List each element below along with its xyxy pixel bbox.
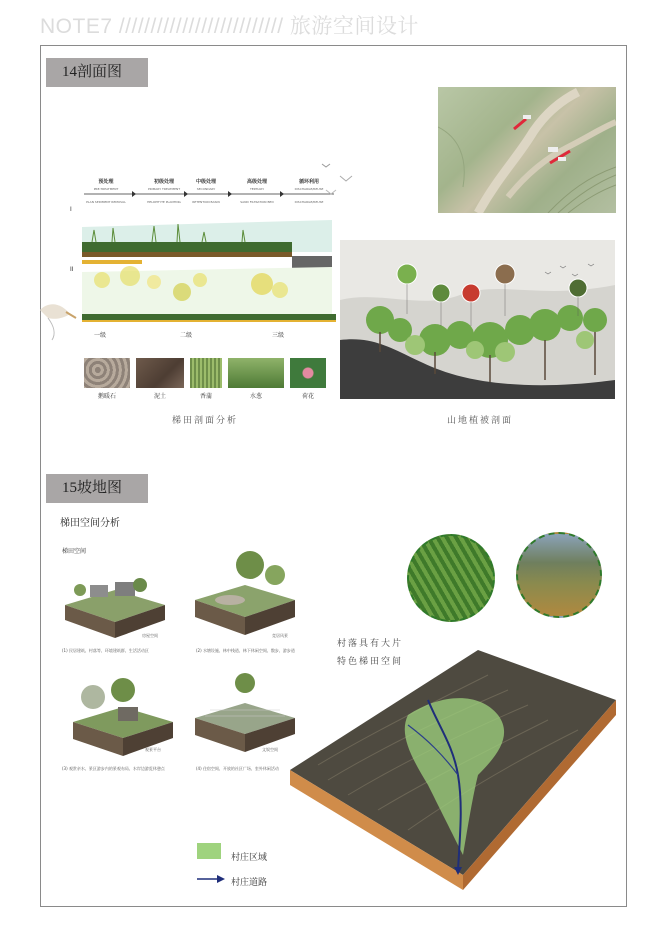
stage-2-title: 初级处理 xyxy=(153,179,174,185)
block-3-desc: (3) 观赏亲水、景区游步内的景观布局、水岸边游览休憩点 xyxy=(62,766,165,771)
legend-arrow-road xyxy=(196,873,226,885)
terrace-section-diagram xyxy=(82,172,336,339)
material-label-4: 水葱 xyxy=(249,393,262,400)
header-title: NOTE7 ////////////////////////// 旅游空间设计 xyxy=(40,15,419,38)
terrace-section-drawing xyxy=(82,172,336,322)
stage-3-title: 中级处理 xyxy=(195,179,216,185)
level-1-label: 一级 xyxy=(94,332,107,339)
block-2-name: 竞居风景 xyxy=(272,633,288,638)
block-1-desc: (1) 民居建筑、村落等、环境建筑群、生活活动区 xyxy=(62,648,149,653)
stage-5-en: DISCHARGE/REUSE xyxy=(294,187,324,191)
block-3-name: 观景平台 xyxy=(145,747,161,752)
legend-swatch-village xyxy=(197,843,221,859)
block-4-illustration xyxy=(190,668,300,763)
block-4-name: 文娱空间 xyxy=(262,747,278,752)
mountain-vegetation-drawing xyxy=(340,240,615,399)
pelican-illustration xyxy=(36,296,78,342)
birds-illustration xyxy=(318,156,360,206)
terrain-note-line-1: 村落具有大片 xyxy=(337,639,404,649)
block-4-desc: (4) 住宿空间、开放的社区广场、室外休闲活动 xyxy=(196,766,279,771)
terrain-note-line-2: 特色梯田空间 xyxy=(337,657,404,667)
material-photo-cattail xyxy=(190,358,222,388)
level-3-label: 三级 xyxy=(272,332,285,339)
material-photo-soil xyxy=(136,358,184,388)
legend-label-village: 村庄区域 xyxy=(231,853,268,863)
mountain-vegetation-section xyxy=(340,240,615,399)
stage-5-title: 循环利用 xyxy=(298,179,319,185)
row-label-2: II xyxy=(70,266,74,273)
material-photo-pebbles xyxy=(84,358,130,388)
block-1-name: 房屋空间 xyxy=(142,633,158,638)
material-photo-bulrush xyxy=(228,358,284,388)
stage-3-en: SECONDARY xyxy=(196,187,216,191)
terrace-section-caption: 梯田剖面分析 xyxy=(172,416,239,426)
terrace-photo-2 xyxy=(516,532,602,618)
stage-4-sub: SAND FILTRATION BED xyxy=(240,200,274,204)
stage-5-sub: DISCHARGE/REUSE xyxy=(294,200,324,204)
section-14-label: 14剖面图 xyxy=(46,58,148,87)
block-3-illustration xyxy=(68,672,178,767)
stage-1-title: 预处理 xyxy=(98,179,114,185)
legend-label-road: 村庄道路 xyxy=(231,878,268,888)
mountain-section-caption: 山地植被剖面 xyxy=(447,416,514,426)
material-label-2: 泥土 xyxy=(153,393,166,400)
terrace-photo-1 xyxy=(407,534,495,622)
aerial-map xyxy=(438,87,616,213)
block-2-desc: (2) 水塘设施、林中栈道、林下休闲空间、散步、游步道 xyxy=(196,648,295,653)
terrace-space-subtitle: 梯田空间 xyxy=(62,548,87,555)
terrain-model xyxy=(288,645,618,890)
aerial-map-drawing xyxy=(438,87,616,213)
material-label-5: 荷花 xyxy=(301,393,314,400)
material-label-1: 鹅暖石 xyxy=(97,393,116,400)
stage-1-sub: PLAN SEDIMENT REMOVAL xyxy=(86,200,126,204)
row-label-1: I xyxy=(70,206,72,213)
terrace-space-title: 梯田空间分析 xyxy=(60,518,120,529)
stage-1-en: PRE-TREATMENT xyxy=(93,187,119,191)
stage-4-en: TERTIARY xyxy=(249,187,265,191)
stage-4-title: 高级处理 xyxy=(246,179,267,185)
stage-2-en: PRIMARY TREATMENT xyxy=(147,187,181,191)
stage-3-sub: RETENTION BASIN xyxy=(192,200,220,204)
material-label-3: 香蒲 xyxy=(199,393,212,400)
section-15-label: 15坡地图 xyxy=(46,474,148,503)
material-photo-lotus xyxy=(290,358,326,388)
block-2-illustration xyxy=(190,545,300,645)
stage-2-sub: HELOPHYTE PLANTING xyxy=(147,200,181,204)
level-2-label: 二级 xyxy=(180,332,193,339)
